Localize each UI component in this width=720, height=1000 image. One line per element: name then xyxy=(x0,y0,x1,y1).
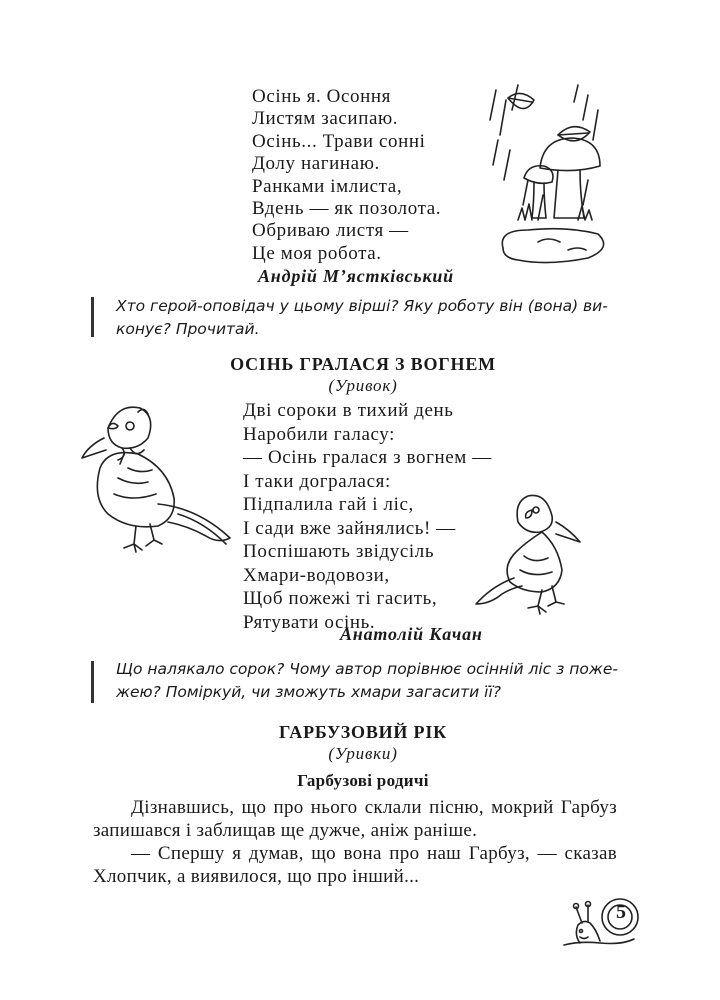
paragraph: Дізнавшись, що про нього склали пісню, мокрий Гарбуз запишався і заблищав ще дужче, аніж раніше. xyxy=(93,797,617,841)
magpie-right-illustration xyxy=(472,486,602,616)
poem-line: І сади вже зайнялись! — xyxy=(243,517,456,539)
poem-line: Обриваю листя — xyxy=(252,220,409,242)
story-text xyxy=(93,796,617,888)
paragraph: — Спершу я думав, що вона про наш Гарбуз, — сказав Хлопчик, а виявилося, що про інший... xyxy=(93,843,617,887)
poem-line: Це моя робота. xyxy=(252,242,382,264)
question-1 xyxy=(116,295,706,341)
poem-line: Наробили галасу: xyxy=(243,423,396,445)
poem-title: ОСІНЬ ГРАЛАСЯ З ВОГНЕМ xyxy=(230,354,496,374)
question-line: конує? Прочитай. xyxy=(116,320,260,338)
question-marker xyxy=(91,297,94,337)
question-line: Що налякало сорок? Чому автор порівнює осінній ліс з поже- xyxy=(116,660,619,678)
poem-line: І таки догралася: xyxy=(243,470,391,492)
poem-line: Щоб пожежі ті гасить, xyxy=(243,588,438,609)
chapter-title: Гарбузові родичі xyxy=(297,771,429,790)
poem-author: Анатолій Качан xyxy=(340,624,483,644)
poem-line: Осінь... Трави сонні xyxy=(252,130,426,152)
snail-icon xyxy=(560,895,640,955)
poem-line: Хмари-водовози, xyxy=(243,564,390,586)
question-line: Хто герой-оповідач у цьому вірші? Яку роботу він (вона) ви- xyxy=(116,297,608,315)
question-2 xyxy=(116,658,706,704)
mushroom-rain-illustration xyxy=(488,80,608,275)
magpie-left-illustration xyxy=(78,398,238,563)
poem-subtitle: (Уривок) xyxy=(328,376,398,395)
poem-line: Вдень — як позолота. xyxy=(252,198,442,220)
story-subtitle: (Уривки) xyxy=(328,744,398,763)
poem-author: Андрій М’ястківський xyxy=(258,266,454,286)
poem-line: Підпалила гай і ліс, xyxy=(243,494,414,515)
poem-line: Листям засипаю. xyxy=(252,108,399,130)
poem-autumn-fire xyxy=(243,399,492,634)
poem-line: Осінь я. Осоння xyxy=(252,86,391,107)
story-title: ГАРБУЗОВИЙ РІК xyxy=(279,722,447,742)
page-number: 5 xyxy=(616,901,626,923)
poem-line: Долу нагинаю. xyxy=(252,153,380,175)
poem-line: — Осінь гралася з вогнем — xyxy=(243,447,492,468)
question-marker xyxy=(91,661,94,703)
poem-line: Ранками імлиста, xyxy=(252,175,403,197)
poem-line: Поспішають звідусіль xyxy=(243,541,435,562)
poem-line: Дві сороки в тихий день xyxy=(243,400,454,421)
poem-line: Рятувати осінь. xyxy=(243,611,376,633)
poem-autumn xyxy=(252,86,441,265)
question-line: жею? Поміркуй, чи зможуть хмари загасити її? xyxy=(116,683,501,701)
